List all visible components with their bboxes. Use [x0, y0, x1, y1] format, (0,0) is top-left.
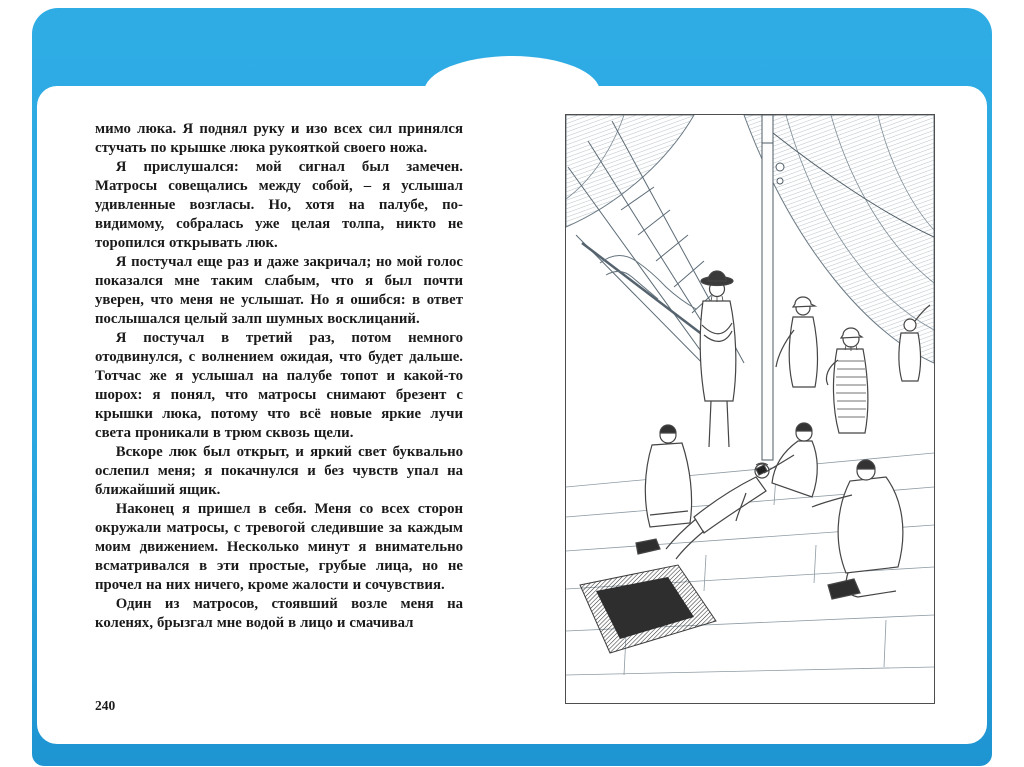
ship-deck-illustration — [566, 115, 934, 703]
paragraph: Я постучал в третий раз, потом немного отодвинулся, с волнением ожидая, что будет дальше. Тотчас же я услышал на палубе топот и какой-то шорох: я понял, что матросы снимают брезент с крышки люка, потому что всё новые яркие лучи света проникали в трюм сквозь щели. — [95, 330, 463, 441]
open-hatch — [580, 565, 716, 653]
paragraph: Я прислушался: мой сигнал был замечен. Матросы совещались между собой, – я услышал удивленные возгласы. Но, хотя на палубе, по-видимому, собралась уже целая толпа, никто не торопился открывать люк. — [95, 159, 463, 251]
paragraph: мимо люка. Я поднял руку и изо всех сил принялся стучать по крышке люка рукояткой своего ножа. — [95, 121, 463, 156]
sails — [566, 115, 934, 363]
text-column — [95, 120, 463, 633]
book-page — [37, 86, 987, 744]
page-number: 240 — [95, 698, 116, 713]
paragraph: Наконец я пришел в себя. Меня со всех сторон окружали матросы, с тревогой следившие за каждым моим движением. Несколько минут я внимательно всматривался в эти простые, грубые лица, но не прочел на них ничего, кроме жалости и сочувствия. — [95, 501, 463, 593]
illustration-frame — [565, 114, 935, 704]
paragraph: Вскоре люк был открыт, и яркий свет буквально ослепил меня; я покачнулся и без чувств упал на ближайший ящик. — [95, 444, 463, 498]
paragraph: Один из матросов, стоявший возле меня на коленях, брызгал мне водой в лицо и смачивал — [95, 596, 463, 631]
paragraph: Я постучал еще раз и даже закричал; но мой голос показался мне таким слабым, что я был почти уверен, что меня не услышат. Но я ошибся: в ответ послышался целый залп шумных восклицаний. — [95, 254, 463, 327]
